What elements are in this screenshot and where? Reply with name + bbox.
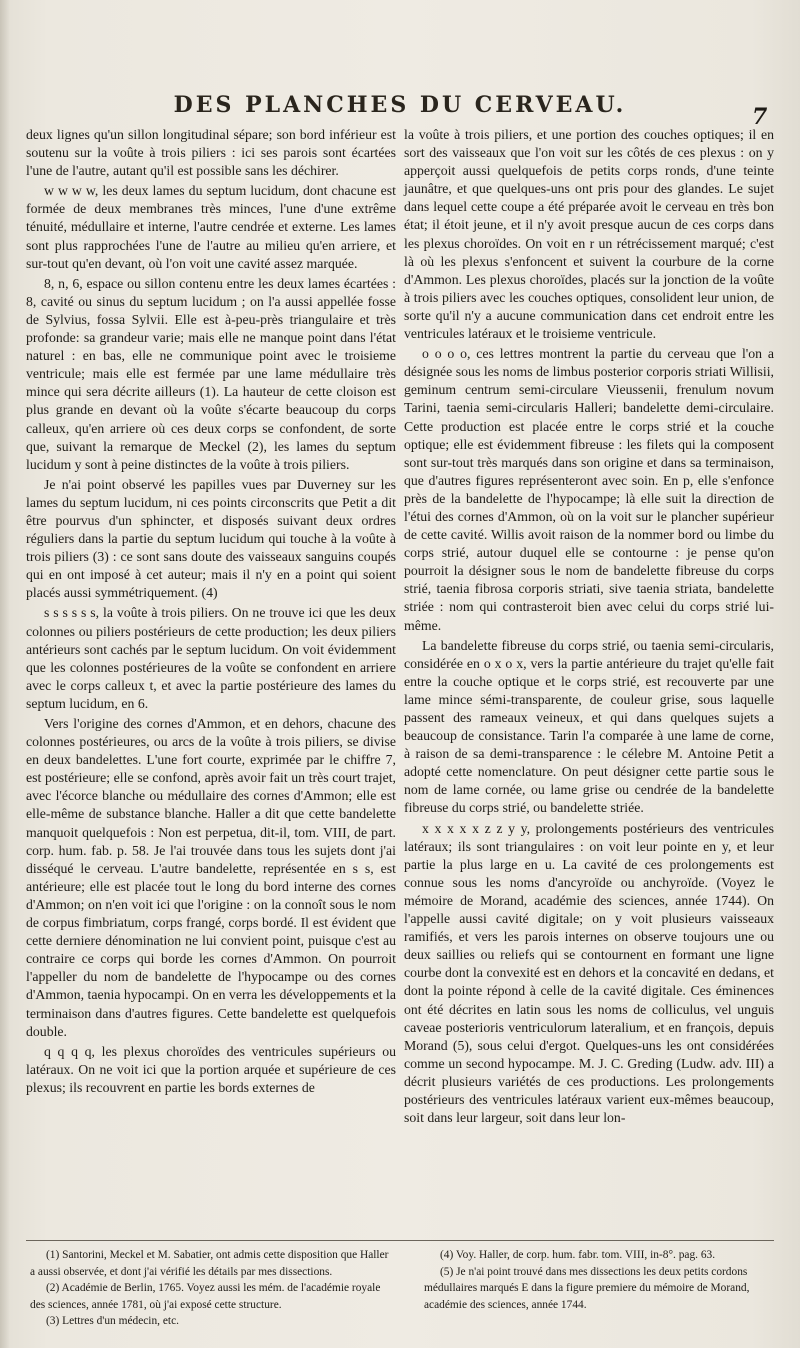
left-column [26, 126, 396, 1099]
paragraph: q q q q, les plexus choroïdes des ventricules supérieurs ou latéraux. On ne voit ici que la portion arquée et supérieure de ces plexus; ils recouvrent en partie les bords externes de [26, 1043, 396, 1095]
footnote: (4) Voy. Haller, de corp. hum. fabr. tom. VIII, in-8°. pag. 63. [440, 1249, 716, 1261]
footnote: (1) Santorini, Meckel et M. Sabatier, ont admis cette disposition que Haller a aussi observée, et dont j'ai vérifié les détails par mes dissections. [30, 1249, 389, 1278]
paragraph: w w w w, les deux lames du septum lucidum, dont chacune est formée de deux membranes très minces, l'une d'une extrême ténuité, médullaire et interne, l'autre cendrée et externe. Les lames sont plus rapprochées l'une de l'autre au milieu qu'en arriere, et sur-tout qu'en devant, où l'on voit une cavité assez marquée. [26, 183, 396, 271]
footnotes-right [424, 1247, 774, 1313]
page-number: 7 [752, 104, 768, 130]
footnote: (3) Lettres d'un médecin, etc. [46, 1315, 179, 1327]
paragraph: Vers l'origine des cornes d'Ammon, et en dehors, chacune des colonnes postérieures, ou arcs de la voûte à trois piliers, se divise en deux bandelettes. L'une fort courte, exprimée par le chiffre 7, est postérieure; elle se confond, après avoir fait un très court trajet, avec l'écorce blanche ou médullaire des cornes d'Ammon; elle est elle-même de substance blanche. Haller a dit que cette bandelette manquoit quelquefois : Non est perpetua, dit-il, tom. VIII, de part. corp. hum. fab. p. 58. Je l'ai trouvée dans tous les sujets dont j'ai disséqué le cerveau. L'autre bandelette, représentée en s s, est antérieure; elle est placée tout le long du bord interne des cornes d'Ammon; on n'en voit ici que l'origine : on la connoît sous le nom de corpus fimbriatum, corps frangé, corps bordé. Il est évident que cette derniere dénomination ne lui convient point, puisque c'est au contraire ce corps qui borde les cornes d'Ammon. On pourroit l'appeller du nom de bandelette de l'hypocampe ou des cornes d'Ammon, taenia hypocampi. On en verra les développements et la terminaison dans d'autres figures. Cette bandelette est quelquefois double. [26, 716, 396, 1039]
paragraph: deux lignes qu'un sillon longitudinal sépare; son bord inférieur est soutenu sur la voûte à trois piliers : ici ses parois sont écartées l'une de l'autre, autant qu'il est possible sans les déchirer. [26, 127, 396, 179]
footnote: (5) Je n'ai point trouvé dans mes dissections les deux petits cordons médullaires marqués E dans la figure premiere du mémoire de Morand, académie des sciences, année 1744. [424, 1265, 750, 1311]
paragraph: 8, n, 6, espace ou sillon contenu entre les deux lames écartées : 8, cavité ou sinus du septum lucidum ; on l'a aussi appellée fosse de Sylvius, fossa Sylvii. Elle est à-peu-près triangulaire et très profonde: sa grandeur varie; mais elle ne manque point dans l'état naturel : en bas, elle ne communique point avec le troisieme ventricule; mais elle est fermée par une lame médullaire très mince qui sera décrite ailleurs (1). La hauteur de cette cloison est plus grande en devant où la voûte s'écarte beaucoup du corps calleux, qu'en arriere où ces deux corps se confondent, de sorte que, suivant la remarque de Meckel (2), les lames du septum lucidum y sont à peine distinctes de la voûte à trois piliers. [26, 275, 396, 472]
paragraph: La bandelette fibreuse du corps strié, ou taenia semi-circularis, considérée en o x o x, vers la partie antérieure du trajet qu'elle fait entre la couche optique et le corps strié, est recouverte par une lame mince sémi-transparente, de couleur grise, sous laquelle passent des rameaux veineux, et qui dans quelques sujets a beaucoup de consistance. Tarin l'a comparée à une lame de corne, à raison de sa demi-transparence : le célebre M. Antoine Petit a adopté cette nomenclature. On peut désigner cette partie sous le nom de lame cornée, ou lame grise ou cendrée de la bandelette fibreuse du corps strié, ou bandelette striée. [404, 637, 774, 816]
paragraph: o o o o, ces lettres montrent la partie du cerveau que l'on a désignée sous les noms de limbus posterior corporis striati Willisii, geminum centrum semi-circulare Vieussenii, frenulum novum Tarini, taenia semi-circularis Halleri; bandelette demi-circulaire. Cette production est placée entre le corps strié et la couche optique; elle est évidemment fibreuse : les filets qui la composent sont sur-tout très marqués dans son origine et dans sa terminaison, que d'autres figures représenteront avec soin. En p, elle s'enfonce près de la bandelette de l'hypocampe; là elle suit la direction de l'étui des cornes d'Ammon, où on la voit sur le plancher supérieur de cette cavité. Willis avoit raison de la nommer bord ou limbe du corps strié, autour duquel elle se contourne : je pense qu'on pourroit la désigner sous le nom de bandelette fibreuse du corps strié, taenia fibrosa corporis striati, sive taenia striata, bandelette striée : nom qui contrasteroit bien avec celui du corps strié lui-même. [404, 346, 774, 633]
paragraph: s s s s s s, la voûte à trois piliers. On ne trouve ici que les deux colonnes ou piliers postérieurs de cette production; les deux piliers antérieurs sont cachés par le septum lucidum. On voit évidemment que les colonnes postérieures de la voûte se confondent en arriere avec le corps calleux t, et avec la partie postérieure des lames du septum lucidum, en 6. [26, 605, 396, 711]
paragraph: x x x x x z z y y, prolongements postérieurs des ventricules latéraux; ils sont triangulaires : on voit leur pointe en y, et leur partie la plus large en u. La cavité de ces prolongements est connue sous les noms d'ancyroïde ou anchyroïde. (Voyez le mémoire de Morand, académie des sciences, année 1744). On l'appelle aussi cavité digitale; on y voit plusieurs vaisseaux ramifiés, et vers les parois internes on observe toujours une ou deux saillies ou reliefs qui se contournent en formant une ligne courbe dont la convexité est en dehors et la concavité en dedans, et dont la pointe répond à celle de la cavité digitale. Ces éminences ont été décrites en latin sous les noms de colliculus, vel unguis caveae posterioris ventriculorum lateralium, et en françois, depuis Morand (5), sous celui d'ergot. Quelques-uns les ont considérées comme un second hypocampe. M. J. C. Greding (Ludw. adv. III) a décrit plusieurs variétés de ces productions. Les prolongements postérieurs des ventricules latéraux varient eux-mêmes beaucoup, soit dans leur largeur, soit dans leur lon- [404, 820, 774, 1126]
footnote-divider [26, 1240, 774, 1241]
running-header: DES PLANCHES DU CERVEAU. [173, 92, 627, 118]
paragraph: Je n'ai point observé les papilles vues par Duverney sur les lames du septum lucidum, ni ces points circonscrits que Petit a dit être pourvus d'un sphincter, et disposés suivant deux ordres réguliers dans la partie du septum lucidum qui touche à la voûte à trois piliers (3) : ce sont sans doute des vaisseaux sanguins coupés qui en ont imposé à cet auteur; mais il n'y en a point qui soient placés aussi symmétriquement. (4) [26, 476, 396, 601]
footnotes-left [30, 1247, 390, 1330]
right-column [404, 126, 774, 1129]
footnote: (2) Académie de Berlin, 1765. Voyez aussi les mém. de l'académie royale des sciences, année 1781, où j'ai exposé cette structure. [30, 1282, 381, 1311]
paragraph: la voûte à trois piliers, et une portion des couches optiques; il en sort des vaisseaux que l'on voit sur les côtés de ces plexus : on y apperçoit aussi quelquefois de petits corps ronds, d'une teinte jaunâtre, et que quelques-uns ont pris pour des glandes. Le sujet dans lequel cette coupe a été préparée avoit le cerveau en très bon état; il étoit jeune, et il n'y avoit presque aucun de ces corps dans les plexus choroïdes. On voit en r un rétrécissement marqué; c'est là où les plexus s'enfoncent et suivent la courbure de la corne d'Ammon. Les plexus choroïdes, placés sur la jonction de la voûte à trois piliers avec les couches optiques, consolident leur union, de sorte qu'il n'y a aucune communication dans cet endroit entre les ventricules latéraux et le troisieme ventricule. [404, 127, 774, 342]
